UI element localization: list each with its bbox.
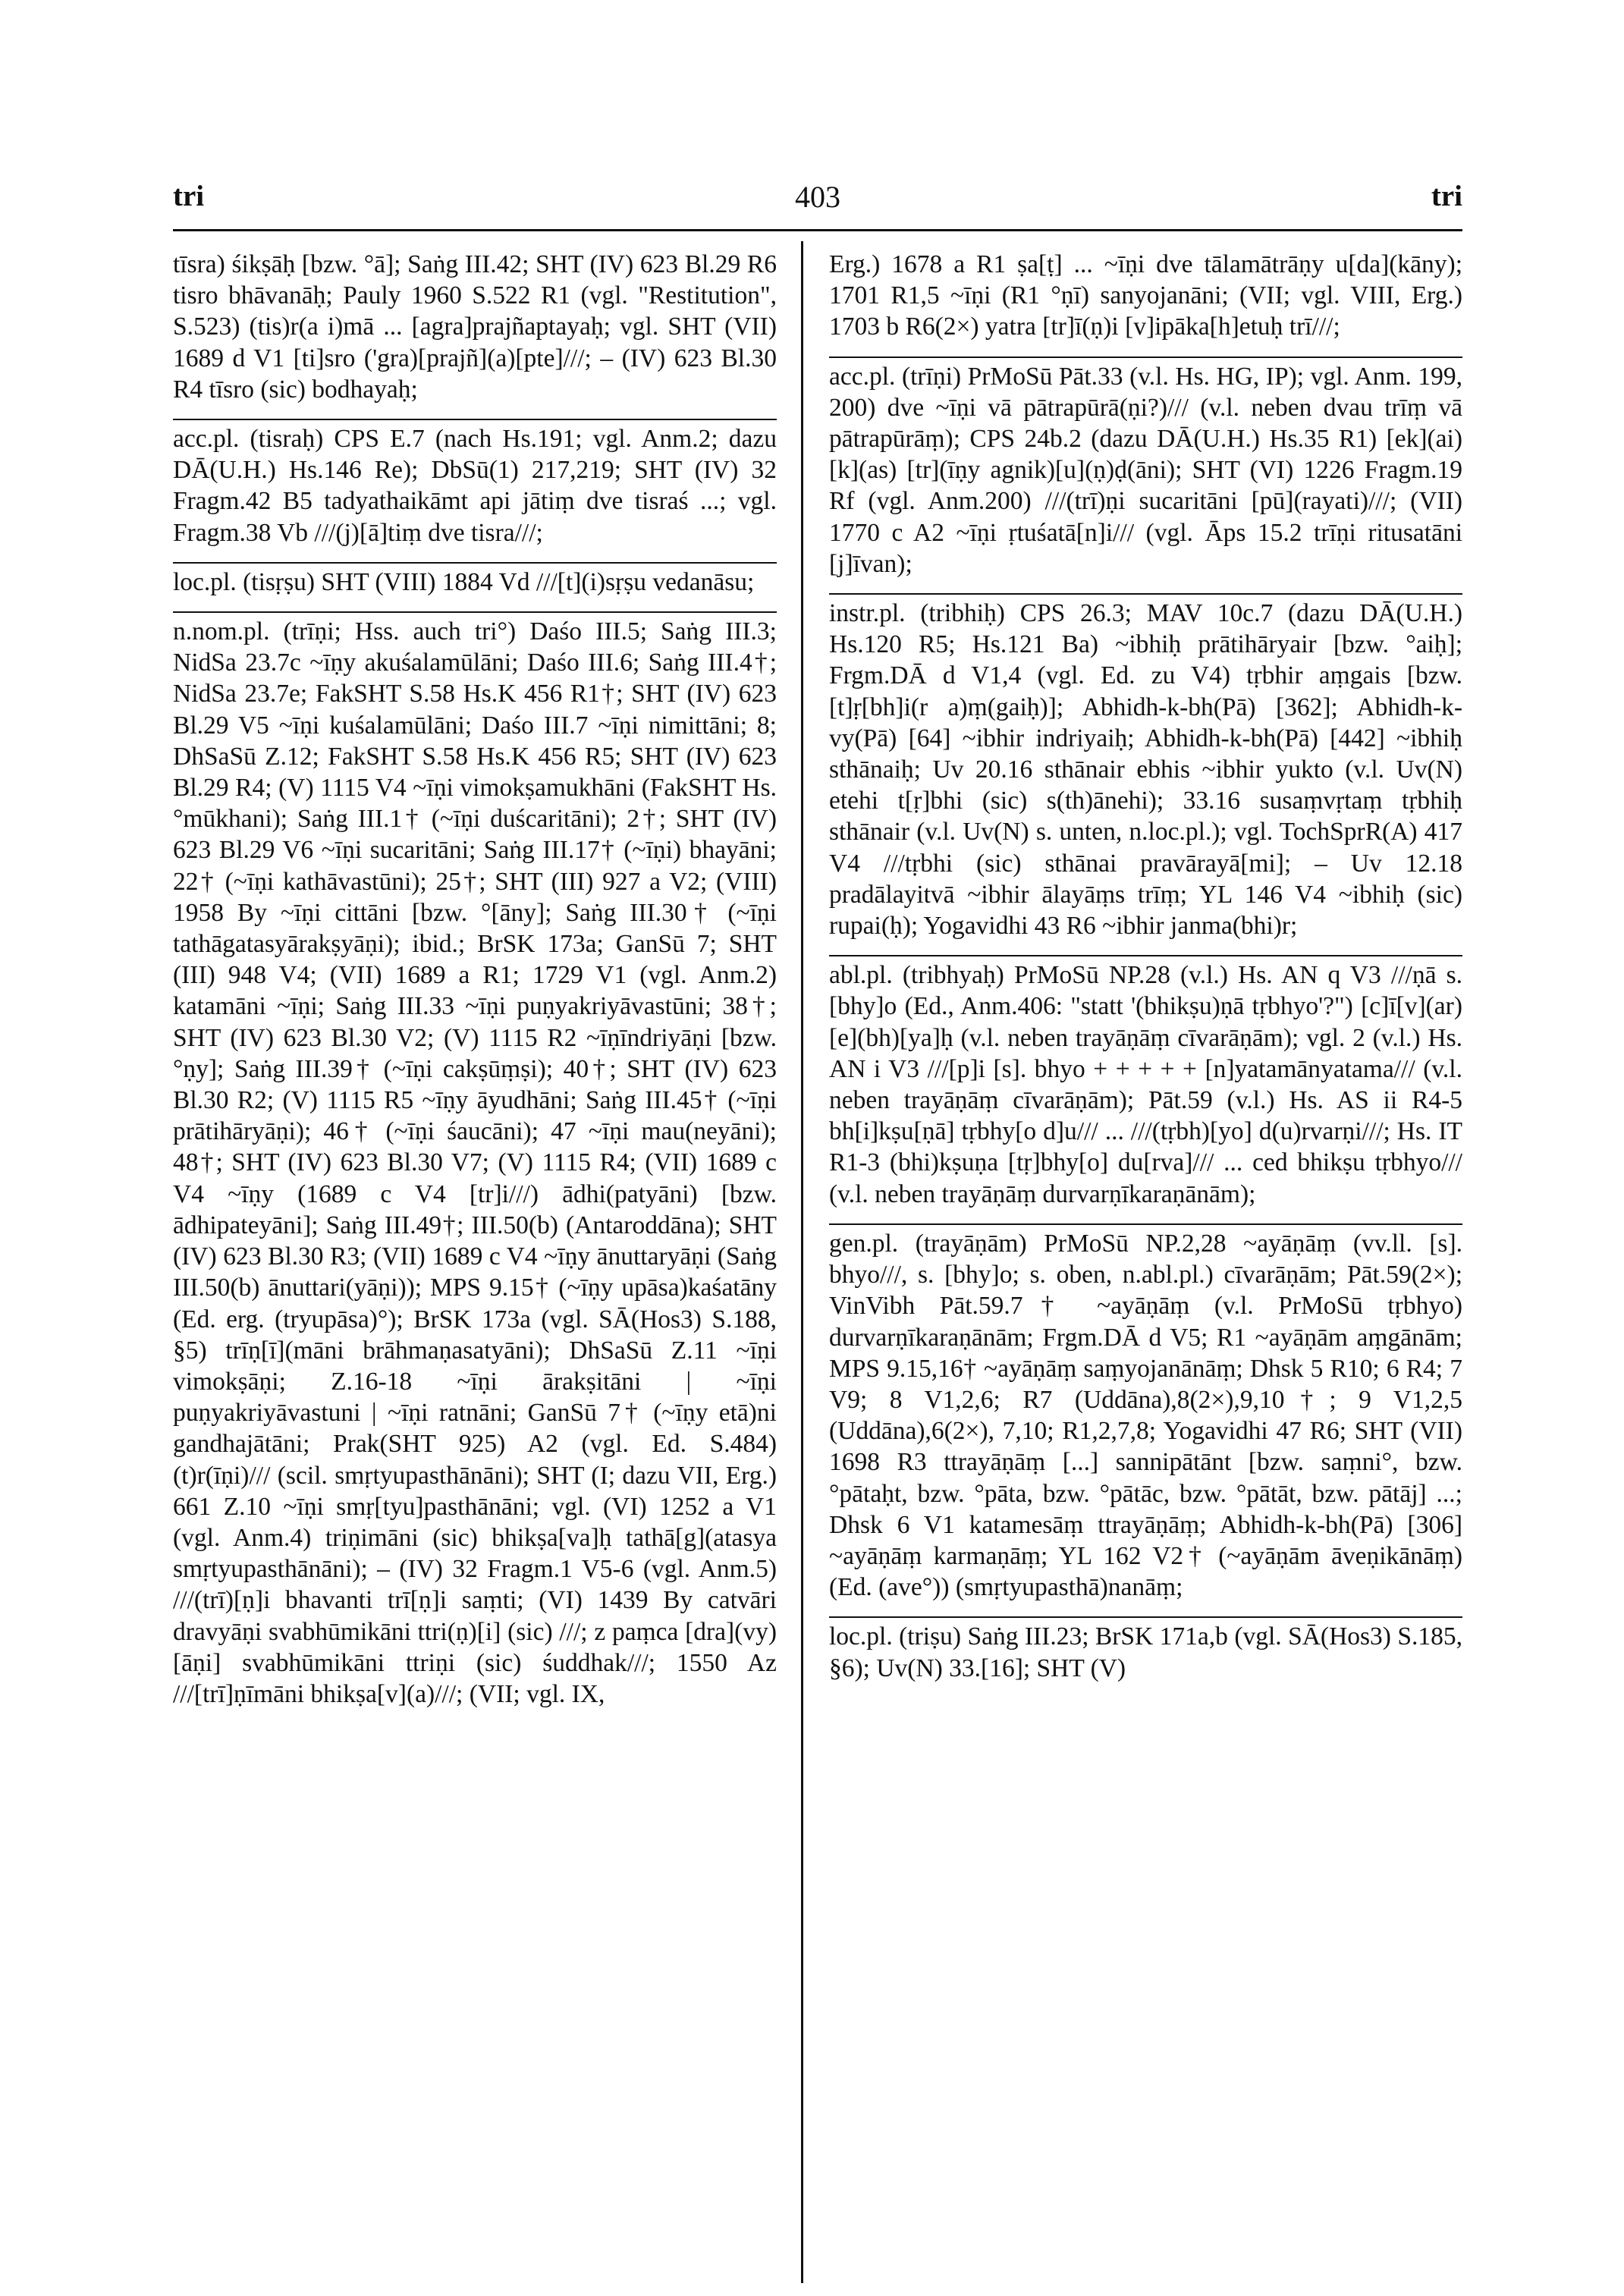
- entry-section: n.nom.pl. (trīṇi; Hss. auch tri°) Daśo III.5; Saṅg III.3; NidSa 23.7c ~īṇy akuśalamūlāni; Daśo III.6; Saṅg III.4†; NidSa 23.7e; FakSHT S.58 Hs.K 456 R1†; SHT (IV) 623 Bl.29 V5 ~īṇi kuśalamūlāni; Daśo III.7 ~īṇi nimittāni; 8; DhSaSū Z.12; FakSHT S.58 Hs.K 456 R5; SHT (IV) 623 Bl.29 R4; (V) 1115 V4 ~īṇi vimokṣamukhāni (FakSHT Hs. °mūkhani); Saṅg III.1† (~īṇi duścaritāni); 2†; SHT (IV) 623 Bl.29 V6 ~īṇi sucaritāni; Saṅg III.17† (~īṇi) bhayāni; 22† (~īṇi kathāvastūni); 25†; SHT (III) 927 a V2; (VIII) 1958 By ~īṇi cittāni [bzw. °[āny]; Saṅg III.30† (~īṇi tathāgatasyārakṣyāṇi); ibid.; BrSK 173a; GanSū 7; SHT (III) 948 V4; (VII) 1689 a R1; 1729 V1 (vgl. Anm.2) katamāni ~īṇi; Saṅg III.33 ~īṇi puṇyakriyāvastūni; 38†; SHT (IV) 623 Bl.30 V2; (V) 1115 R2 ~īṇīndriyāṇi [bzw. °ṇy]; Saṅg III.39† (~īṇi cakṣūṃṣi); 40†; SHT (IV) 623 Bl.30 R2; (V) 1115 R5 ~īṇy āyudhāni; Saṅg III.45† (~īṇi prātihāryāṇi); 46† (~īṇi śaucāni); 47 ~īṇi mau(neyāni); 48†; SHT (IV) 623 Bl.30 V7; (V) 1115 R4; (VII) 1689 c V4 ~īṇy (1689 c V4 [tr]i///) ādhi(patyāni) [bzw. ādhipateyāni]; Saṅg III.49†; III.50(b) (Antaroddāna); SHT (IV) 623 Bl.30 R3; (VII) 1689 c V4 ~īṇy ānuttaryāṇi (Saṅg III.50(b) ānuttari(yāṇi)); MPS 9.15† (~īṇy upāsa)kaśatāny (Ed. erg. (tryupāsa)°); BrSK 173a (vgl. SĀ(Hos3) S.188, §5) trīṇ[ī](māni brāhmaṇasatyāni); DhSaSū Z.11 ~īṇi vimokṣāṇi; Z.16-18 ~īṇi ārakṣitāni | ~īṇi puṇyakriyāvastuni | ~īṇi ratnāni; GanSū 7† (~īṇy etā)ni gandhajātāni; Prak(SHT 925) A2 (vgl. Ed. S.484) (t)r(īṇi)/// (scil. smṛtyupasthānāni); SHT (I; dazu VII, Erg.) 661 Z.10 ~īṇi smṛ[tyu]pasthānāni; vgl. (VI) 1252 a V1 (vgl. Anm.4) triṇimāni (sic) bhikṣa[va]ḥ tathā[g](atasya smṛtyupasthānāni); – (IV) 32 Fragm.1 V5-6 (vgl. Anm.5) ///(trī)[ṇ]i bhavanti trī[ṇ]i saṃti; (VI) 1439 By catvāri dravyāṇi svabhūmikāni ttri(ṇ)[i] (sic) ///; z paṃca [dra](vy)[āṇi] svabhūmikāni ttriṇi (sic) śuddhak///; 1550 Az ///[trī]ṇīmāni bhikṣa[v](a)///; (VII; vgl. IX,: [173, 611, 777, 1710]
- page-number: 403: [795, 180, 840, 214]
- header-rule: [173, 229, 1462, 231]
- entry-section: gen.pl. (trayāṇām) PrMoSū NP.2,28 ~ayāṇāṃ (vv.ll. [s]. bhyo///, s. [bhy]o; s. oben, n.abl.pl.) cīvarāṇām; Pāt.59(2×); VinVibh Pāt.59.7† ~ayāṇāṃ (v.l. PrMoSū tṛbhyo) durvarṇīkaraṇānām; Frgm.DĀ d V5; R1 ~ayāṇām aṃgānām; MPS 9.15,16† ~ayāṇāṃ saṃyojanānāṃ; Dhsk 5 R10; 6 R4; 7 V9; 8 V1,2,6; R7 (Uddāna),8(2×),9,10†; 9 V1,2,5 (Uddāna),6(2×), 7,10; R1,2,7,8; Yogavidhi 47 R6; SHT (VII) 1698 R3 ttrayāṇāṃ [...] sannipātānt [bzw. saṃni°, bzw. °pātaḥt, bzw. °pāta, bzw. °pātāc, bzw. °pātāt, bzw. pātāj] ...; Dhsk 6 V1 katamesāṃ ttrayāṇāṃ; Abhidh-k-bh(Pā) [306] ~ayāṇāṃ karmaṇāṃ; YL 162 V2† (~ayāṇām āveṇikānāṃ) (Ed. (ave°)) (smṛtyupasthā)nanāṃ;: [829, 1223, 1462, 1603]
- entry-section: abl.pl. (tribhyaḥ) PrMoSū NP.28 (v.l.) Hs. AN q V3 ///ṇā s. [bhy]o (Ed., Anm.406: "statt '(bhikṣu)ṇā tṛbhyo'?") [c]ī[v](ar)[e](bh)[ya]ḥ (v.l. neben trayāṇāṃ cīvarāṇām); vgl. 2 (v.l.) Hs. AN i V3 ///[p]i [s]. bhyo + + + + + [n]yatamānyatama/// (v.l. neben trayāṇāṃ cīvarāṇām); Pāt.59 (v.l.) Hs. AS ii R4-5 bh[i]kṣu[ṇā] tṛbhy[o d]u/// ... ///(tṛbh)[yo] d(u)rvarṇi///; Hs. IT R1-3 (bhi)kṣuṇa [tṛ]bhy[o] du[rva]/// ... ced bhikṣu tṛbhyo/// (v.l. neben trayāṇāṃ durvarṇīkaraṇānām);: [829, 955, 1462, 1210]
- column-divider: [801, 241, 803, 2283]
- entry-section: instr.pl. (tribhiḥ) CPS 26.3; MAV 10c.7 (dazu DĀ(U.H.) Hs.120 R5; Hs.121 Ba) ~ibhiḥ prātihāryair [bzw. °aiḥ]; Frgm.DĀ d V1,4 (vgl. Ed. zu V4) tṛbhir aṃgais [bzw. [t]ṛ[bh]i(r a)ṃ(gaiḥ)]; Abhidh-k-bh(Pā) [362]; Abhidh-k-vy(Pā) [64] ~ibhir indriyaiḥ; Abhidh-k-bh(Pā) [442] ~ibhiḥ sthānaiḥ; Uv 20.16 sthānair ebhis ~ibhir yukto (v.l. Uv(N) etehi t[ṛ]bhi (sic) s(th)ānehi); 33.16 susaṃvṛtaṃ tṛbhiḥ sthānair (v.l. Uv(N) s. unten, n.loc.pl.); vgl. TochSprR(A) 417 V4 ///tṛbhi (sic) sthānai pravārayā[mi]; – Uv 12.18 pradālayitvā ~ibhir ālayāṃs trīṃ; YL 146 V4 ~ibhiḥ (sic) rupai(ḥ); Yogavidhi 43 R6 ~ibhir janma(bhi)r;: [829, 593, 1462, 941]
- entry-section: loc.pl. (tisṛṣu) SHT (VIII) 1884 Vd ///[t](i)sṛṣu vedanāsu;: [173, 562, 777, 598]
- entry-section: acc.pl. (trīṇi) PrMoSū Pāt.33 (v.l. Hs. HG, IP); vgl. Anm. 199, 200) dve ~īṇi vā pātrapūrā(ṇi?)/// (v.l. neben dvau trīṃ vā pātrapūrāṃ); CPS 24b.2 (dazu DĀ(U.H.) Hs.35 R1) [ek](ai)[k](as) [tr](īṇy agnik)[u](ṇ)ḍ(āni); SHT (VI) 1226 Fragm.19 Rf (vgl. Anm.200) ///(trī)ṇi sucaritāni [pū](rayati)///; (VII) 1770 c A2 ~īṇi ṛtuśatā[n]i/// (vgl. Āps 15.2 trīṇi ritusatāni [j]īvan);: [829, 356, 1462, 579]
- entry-section: tīsra) śikṣāḥ [bzw. °ā]; Saṅg III.42; SHT (IV) 623 Bl.29 R6 tisro bhāvanāḥ; Pauly 1960 S.522 R1 (vgl. "Restitution", S.523) (tis)r(a i)mā ... [agra]prajñaptayaḥ; vgl. SHT (VII) 1689 d V1 [ti]sro ('gra)[prajñ](a)[pte]///; – (IV) 623 Bl.30 R4 tīsro (sic) bodhayaḥ;: [173, 250, 777, 404]
- header-left-term: tri: [173, 180, 205, 212]
- running-header: [173, 179, 1462, 225]
- header-right-term: tri: [1431, 180, 1462, 212]
- left-column: [173, 249, 777, 2282]
- entry-section: loc.pl. (triṣu) Saṅg III.23; BrSK 171a,b (vgl. SĀ(Hos3) S.185, §6); Uv(N) 33.[16]; SHT (V): [829, 1616, 1462, 1683]
- entry-section: Erg.) 1678 a R1 ṣa[ṭ] ... ~īṇi dve tālamātrāṇy u[da](kāny); 1701 R1,5 ~īṇi (R1 °ṇī) sanyojanāni; (VII; vgl. VIII, Erg.) 1703 b R6(2×) yatra [tr]ī(ṇ)i [v]ipāka[h]etuḥ trī///;: [829, 250, 1462, 341]
- right-column: [829, 249, 1462, 2282]
- entry-section: acc.pl. (tisraḥ) CPS E.7 (nach Hs.191; vgl. Anm.2; dazu DĀ(U.H.) Hs.146 Re); DbSū(1) 217,219; SHT (IV) 32 Fragm.42 B5 tadyathaikāmt api jātiṃ dve tisraś ...; vgl. Fragm.38 Vb ///(j)[ā]tiṃ dve tisra///;: [173, 419, 777, 548]
